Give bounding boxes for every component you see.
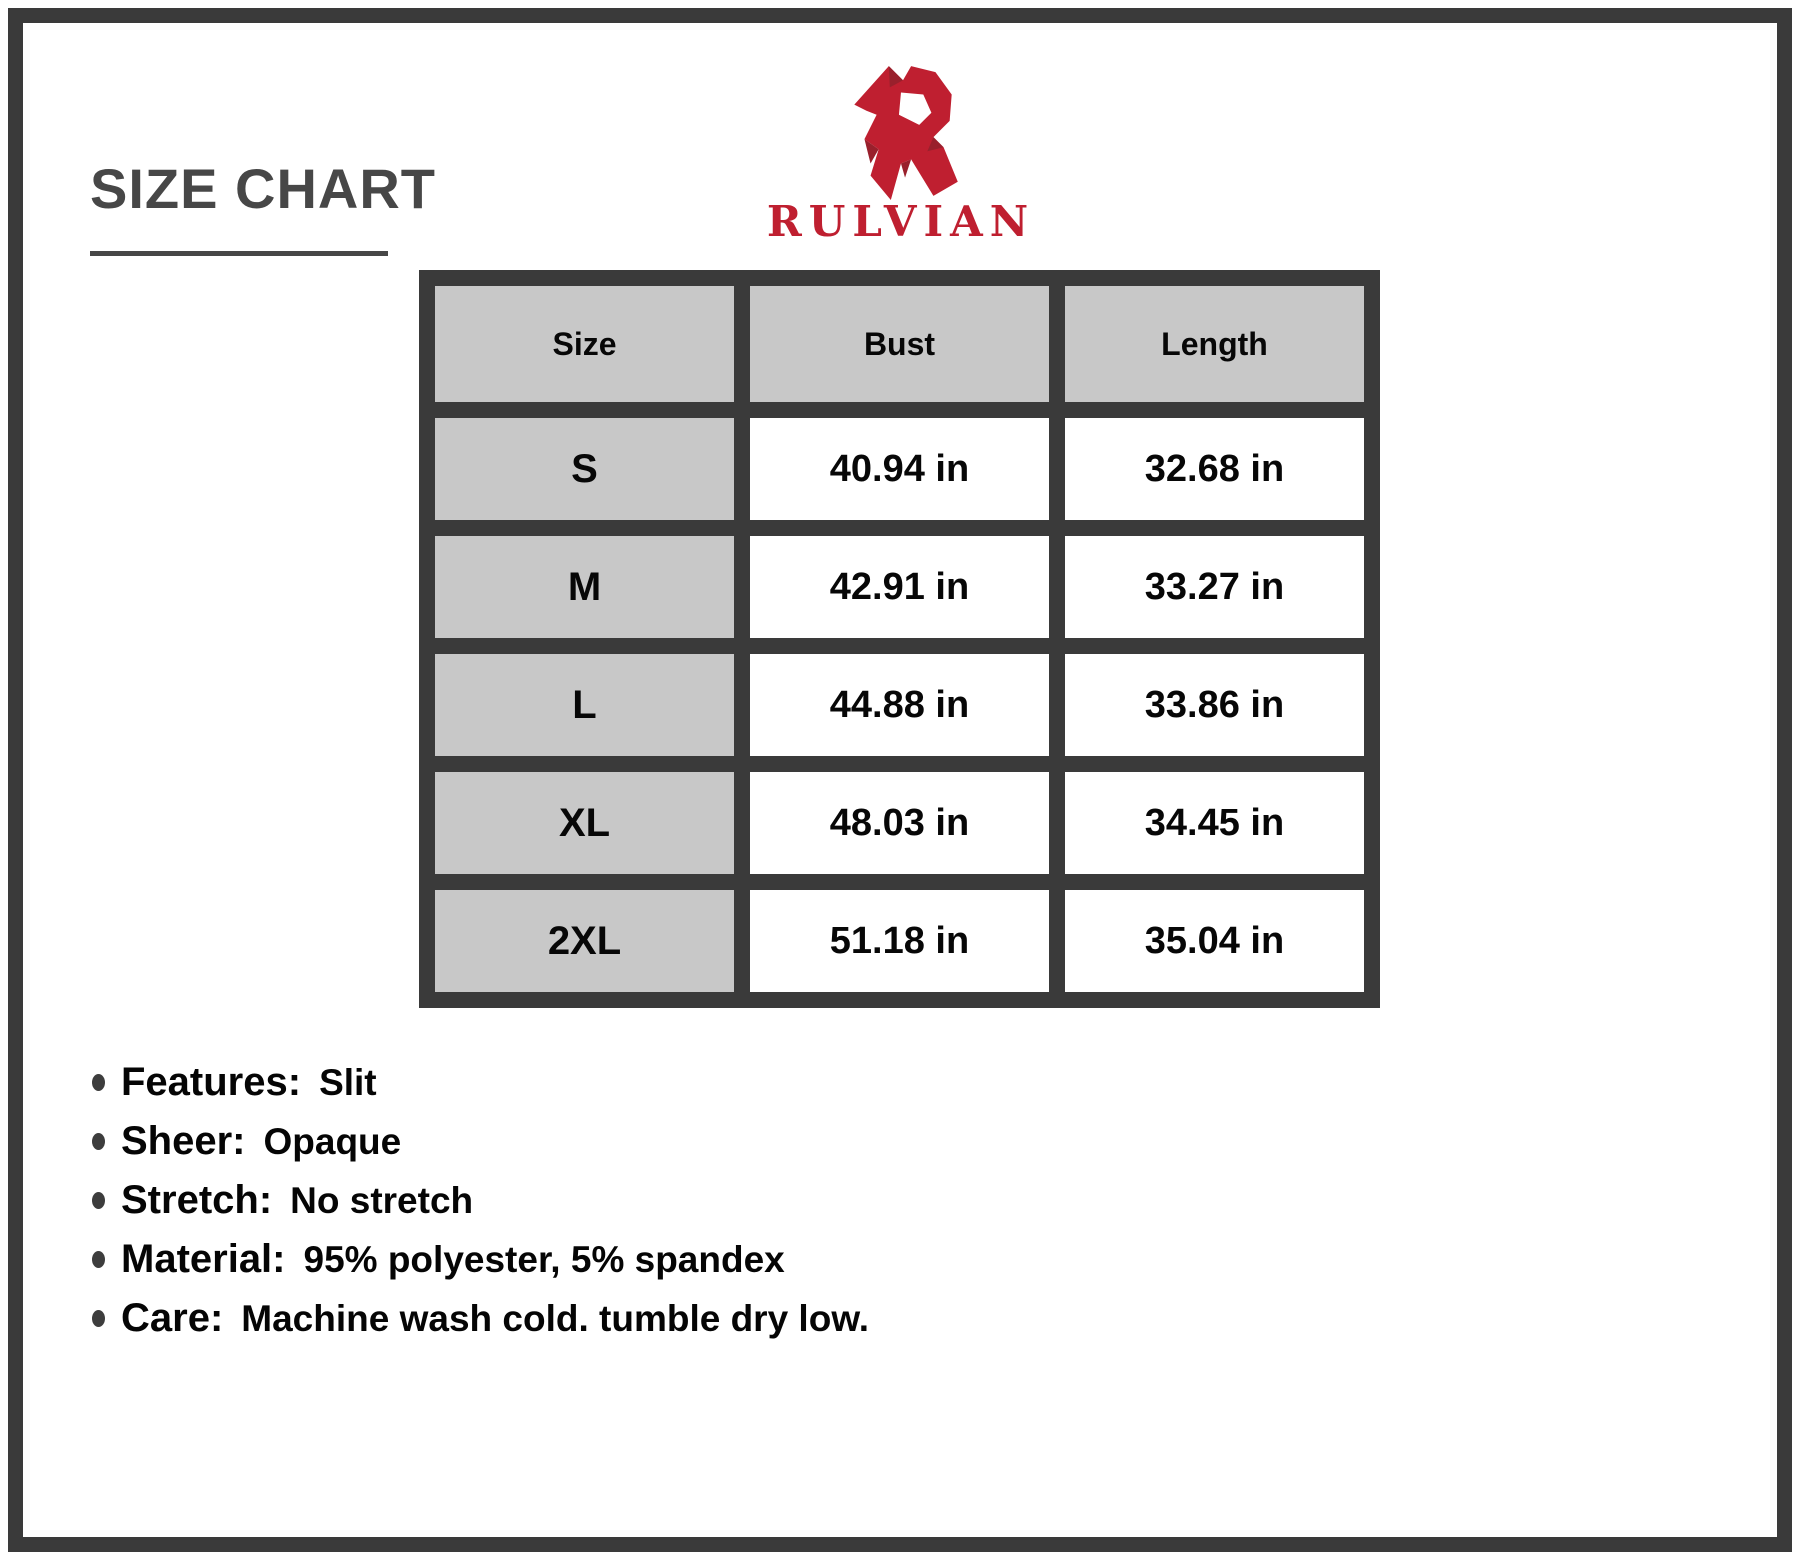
detail-item-sheer <box>92 1119 869 1163</box>
bullet-icon <box>92 1310 105 1327</box>
size-cell: XL <box>435 772 734 874</box>
column-header-size: Size <box>435 286 734 402</box>
bust-cell: 51.18 in <box>750 890 1049 992</box>
bust-cell: 40.94 in <box>750 418 1049 520</box>
column-header-length: Length <box>1065 286 1364 402</box>
title-underline <box>90 251 388 256</box>
brand-name: RULVIAN <box>766 197 1036 246</box>
detail-value: Machine wash cold. tumble dry low. <box>241 1298 870 1339</box>
column-header-bust: Bust <box>750 286 1049 402</box>
page-title: SIZE CHART <box>90 157 436 220</box>
detail-value: No stretch <box>290 1180 474 1221</box>
bust-cell: 42.91 in <box>750 536 1049 638</box>
detail-value: 95% polyester, 5% spandex <box>303 1239 785 1280</box>
size-cell: L <box>435 654 734 756</box>
size-chart-table <box>419 270 1380 1008</box>
detail-item-care <box>92 1296 869 1340</box>
detail-label: Stretch: <box>121 1178 273 1222</box>
bullet-icon <box>92 1251 105 1268</box>
detail-value: Slit <box>319 1062 377 1103</box>
bust-cell: 48.03 in <box>750 772 1049 874</box>
bullet-icon <box>92 1192 105 1209</box>
length-cell: 34.45 in <box>1065 772 1364 874</box>
length-cell: 33.86 in <box>1065 654 1364 756</box>
length-cell: 35.04 in <box>1065 890 1364 992</box>
detail-label: Features: <box>121 1060 302 1104</box>
rulvian-logo-icon <box>842 60 964 202</box>
size-cell: S <box>435 418 734 520</box>
bullet-icon <box>92 1133 105 1150</box>
product-details-list <box>92 1060 869 1355</box>
detail-item-material <box>92 1237 869 1281</box>
bust-cell: 44.88 in <box>750 654 1049 756</box>
detail-item-features <box>92 1060 869 1104</box>
bullet-icon <box>92 1074 105 1091</box>
length-cell: 32.68 in <box>1065 418 1364 520</box>
detail-label: Care: <box>121 1296 224 1340</box>
detail-label: Sheer: <box>121 1119 246 1163</box>
size-cell: 2XL <box>435 890 734 992</box>
length-cell: 33.27 in <box>1065 536 1364 638</box>
detail-item-stretch <box>92 1178 869 1222</box>
size-cell: M <box>435 536 734 638</box>
detail-value: Opaque <box>263 1121 402 1162</box>
detail-label: Material: <box>121 1237 286 1281</box>
